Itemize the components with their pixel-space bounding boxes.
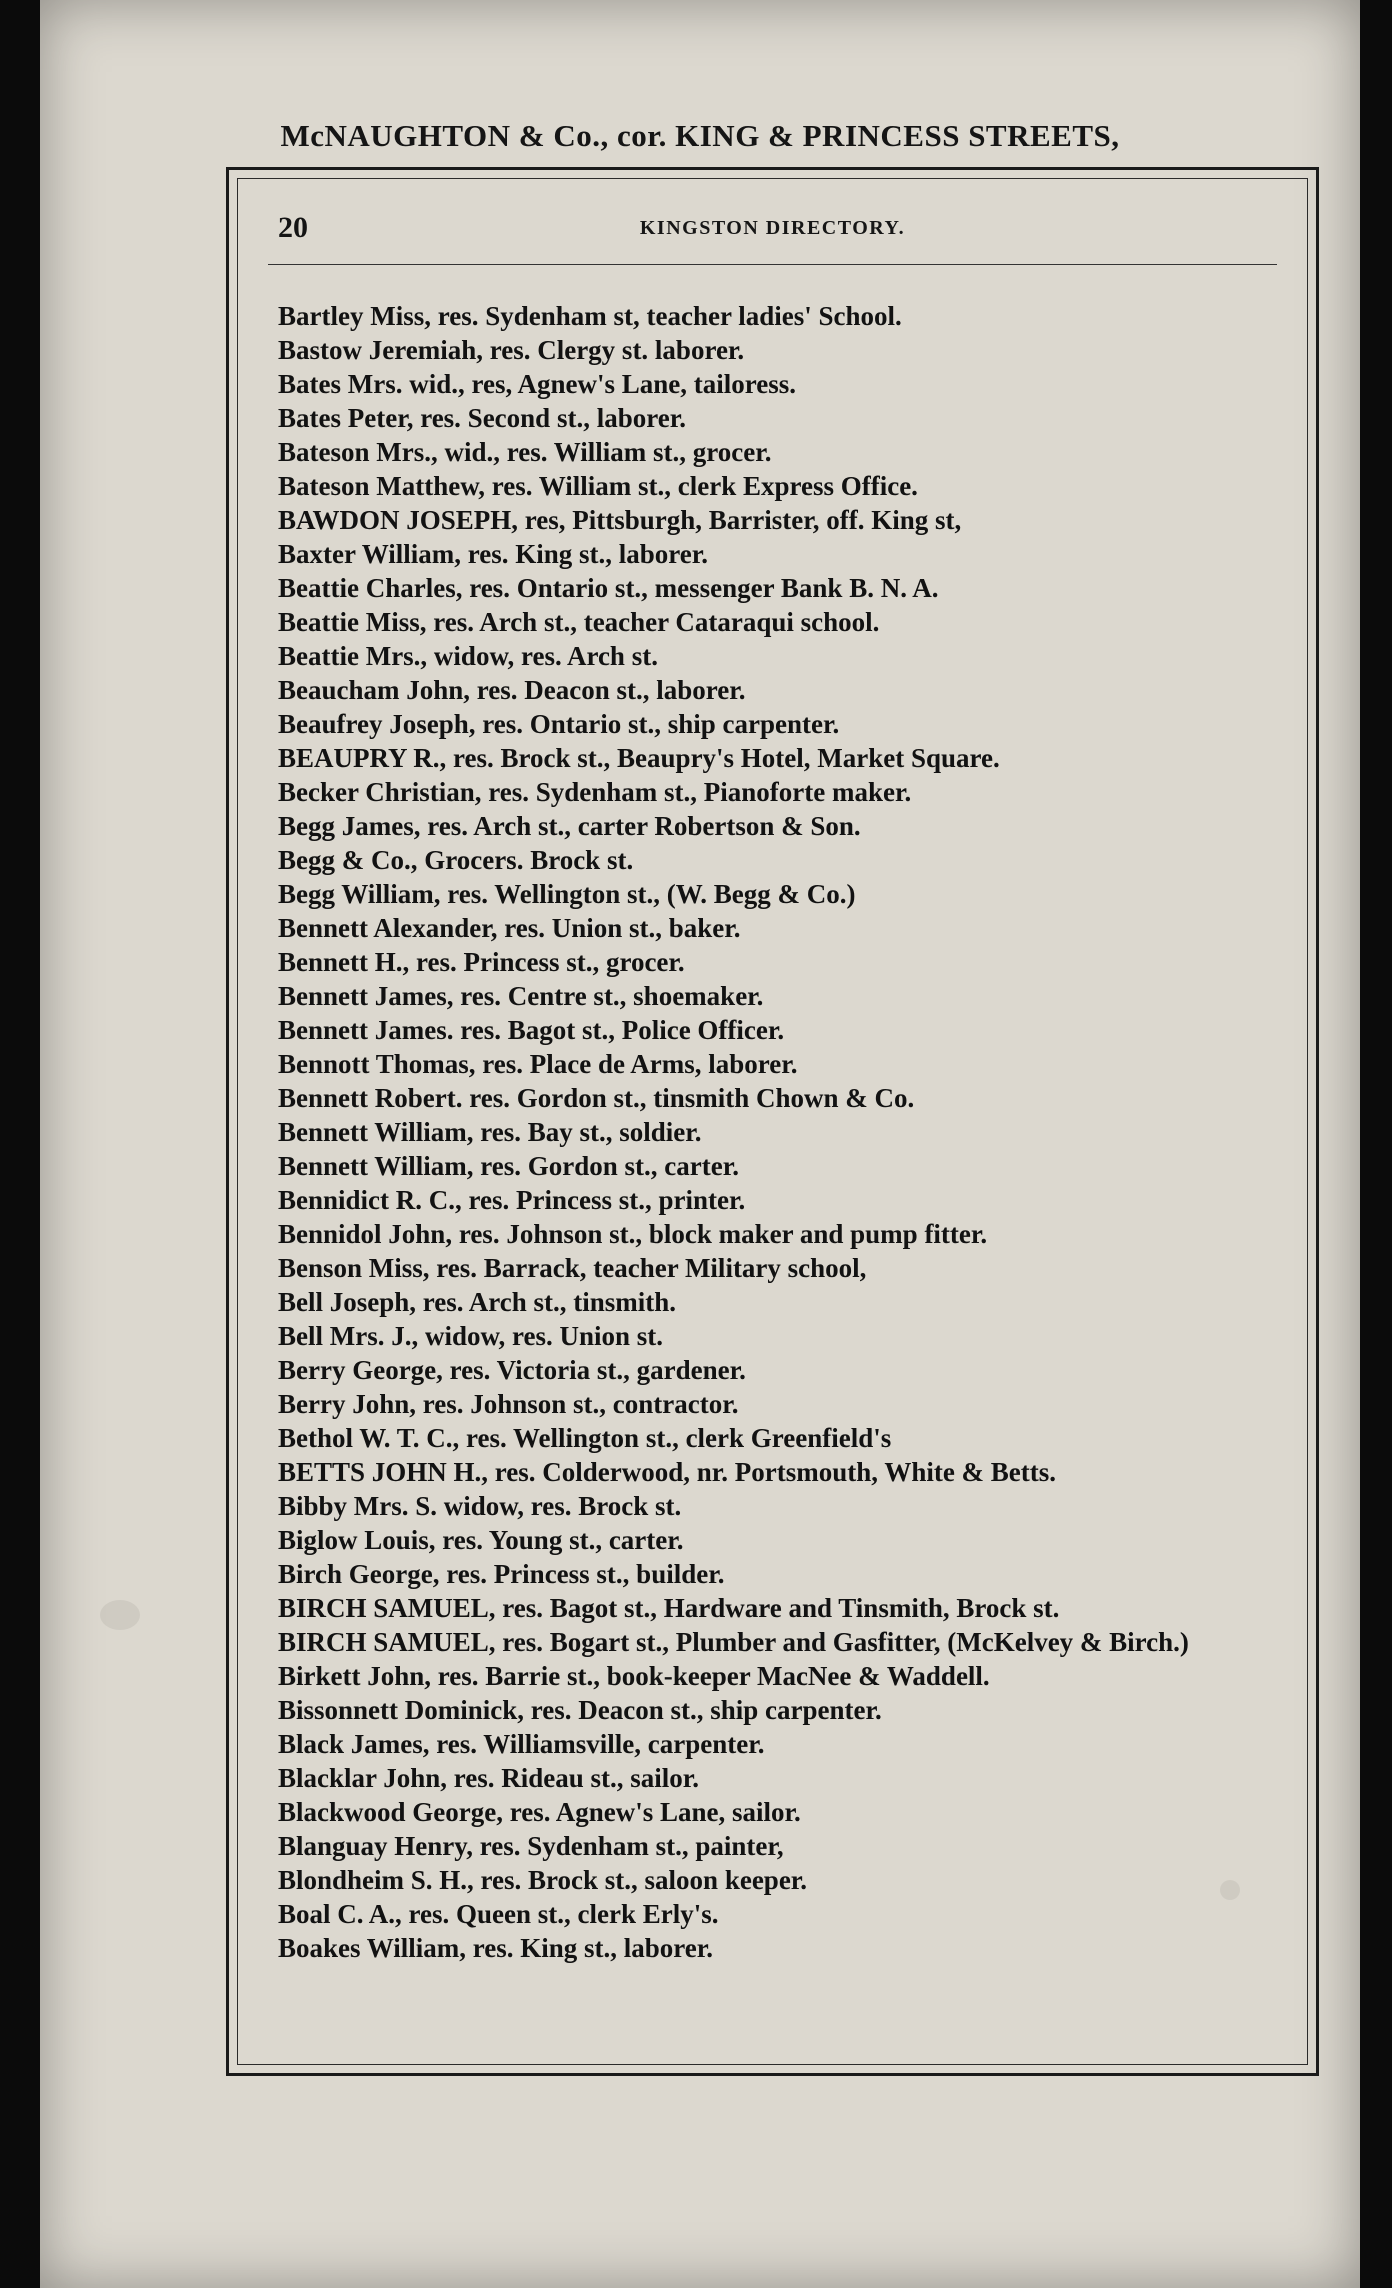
directory-entries (278, 299, 1295, 1965)
page-frame (226, 167, 1319, 2076)
directory-entry: BAWDON JOSEPH, res, Pittsburgh, Barrister, off. King st, (278, 505, 962, 535)
directory-entry: Bell Mrs. J., widow, res. Union st. (278, 1321, 664, 1351)
page-number: 20 (278, 211, 308, 244)
directory-entry: Bates Mrs. wid., res, Agnew's Lane, tailoress. (278, 369, 796, 399)
directory-entry: Bennott Thomas, res. Place de Arms, laborer. (278, 1049, 798, 1079)
directory-entry: Bissonnett Dominick, res. Deacon st., ship carpenter. (278, 1695, 882, 1725)
directory-entry: Bennett Alexander, res. Union st., baker. (278, 913, 741, 943)
directory-entry: Becker Christian, res. Sydenham st., Pianoforte maker. (278, 777, 912, 807)
directory-entry: Bateson Mrs., wid., res. William st., grocer. (278, 437, 772, 467)
directory-entry: Baxter William, res. King st., laborer. (278, 539, 709, 569)
directory-entry: Blackwood George, res. Agnew's Lane, sailor. (278, 1797, 801, 1827)
directory-entry: Berry George, res. Victoria st., gardener. (278, 1355, 746, 1385)
directory-entry: Beaucham John, res. Deacon st., laborer. (278, 675, 746, 705)
directory-entry: Bethol W. T. C., res. Wellington st., clerk Greenfield's (278, 1423, 892, 1453)
directory-entry: Bennett H., res. Princess st., grocer. (278, 947, 685, 977)
page-frame-inner (237, 178, 1308, 2065)
directory-entry: Bennidict R. C., res. Princess st., printer. (278, 1185, 746, 1215)
directory-entry: Begg & Co., Grocers. Brock st. (278, 845, 634, 875)
directory-page (40, 0, 1360, 2288)
header-rule (268, 264, 1277, 265)
directory-entry: Beattie Mrs., widow, res. Arch st. (278, 641, 658, 671)
directory-entry: Bennett Robert. res. Gordon st., tinsmith Chown & Co. (278, 1083, 915, 1113)
directory-entry: Benson Miss, res. Barrack, teacher Military school, (278, 1253, 867, 1283)
directory-entry: Boal C. A., res. Queen st., clerk Erly's. (278, 1899, 719, 1929)
directory-entry: Bell Joseph, res. Arch st., tinsmith. (278, 1287, 677, 1317)
directory-entry: Berry John, res. Johnson st., contractor. (278, 1389, 739, 1419)
directory-entry: Birkett John, res. Barrie st., book-keeper MacNee & Waddell. (278, 1661, 990, 1691)
directory-entry: Beattie Charles, res. Ontario st., messenger Bank B. N. A. (278, 573, 939, 603)
directory-entry: Beattie Miss, res. Arch st., teacher Cataraqui school. (278, 607, 880, 637)
directory-entry: Biglow Louis, res. Young st., carter. (278, 1525, 684, 1555)
directory-entry: Bennett James, res. Centre st., shoemaker. (278, 981, 764, 1011)
page-header (238, 209, 1307, 249)
directory-entry: BIRCH SAMUEL, res. Bagot st., Hardware and Tinsmith, Brock st. (278, 1593, 1060, 1623)
directory-entry: Begg William, res. Wellington st., (W. Begg & Co.) (278, 879, 856, 909)
directory-entry: Bennett William, res. Bay st., soldier. (278, 1117, 702, 1147)
directory-entry: Bastow Jeremiah, res. Clergy st. laborer. (278, 335, 745, 365)
directory-entry: BIRCH SAMUEL, res. Bogart st., Plumber and Gasfitter, (McKelvey & Birch.) (278, 1627, 1189, 1657)
directory-entry: Blacklar John, res. Rideau st., sailor. (278, 1763, 700, 1793)
directory-entry: Birch George, res. Princess st., builder. (278, 1559, 725, 1589)
directory-entry: Bibby Mrs. S. widow, res. Brock st. (278, 1491, 682, 1521)
directory-entry: Begg James, res. Arch st., carter Robertson & Son. (278, 811, 861, 841)
directory-entry: Blondheim S. H., res. Brock st., saloon keeper. (278, 1865, 808, 1895)
directory-entry: Beaufrey Joseph, res. Ontario st., ship carpenter. (278, 709, 840, 739)
page-smudge (100, 1600, 140, 1630)
directory-entry: BETTS JOHN H., res. Colderwood, nr. Portsmouth, White & Betts. (278, 1457, 1057, 1487)
directory-entry: BEAUPRY R., res. Brock st., Beaupry's Hotel, Market Square. (278, 743, 1000, 773)
running-title: KINGSTON DIRECTORY. (639, 217, 906, 239)
directory-entry: Bartley Miss, res. Sydenham st, teacher ladies' School. (278, 301, 902, 331)
directory-entry: Boakes William, res. King st., laborer. (278, 1933, 714, 1963)
directory-entry: Black James, res. Williamsville, carpenter. (278, 1729, 765, 1759)
directory-entry: Bennett William, res. Gordon st., carter. (278, 1151, 739, 1181)
directory-entry: Blanguay Henry, res. Sydenham st., painter, (278, 1831, 784, 1861)
directory-entry: Bates Peter, res. Second st., laborer. (278, 403, 686, 433)
directory-entry: Bennett James. res. Bagot st., Police Officer. (278, 1015, 785, 1045)
advertiser-banner: McNAUGHTON & Co., cor. KING & PRINCESS STREETS, (280, 118, 1120, 153)
directory-entry: Bateson Matthew, res. William st., clerk Express Office. (278, 471, 918, 501)
directory-entry: Bennidol John, res. Johnson st., block maker and pump fitter. (278, 1219, 988, 1249)
